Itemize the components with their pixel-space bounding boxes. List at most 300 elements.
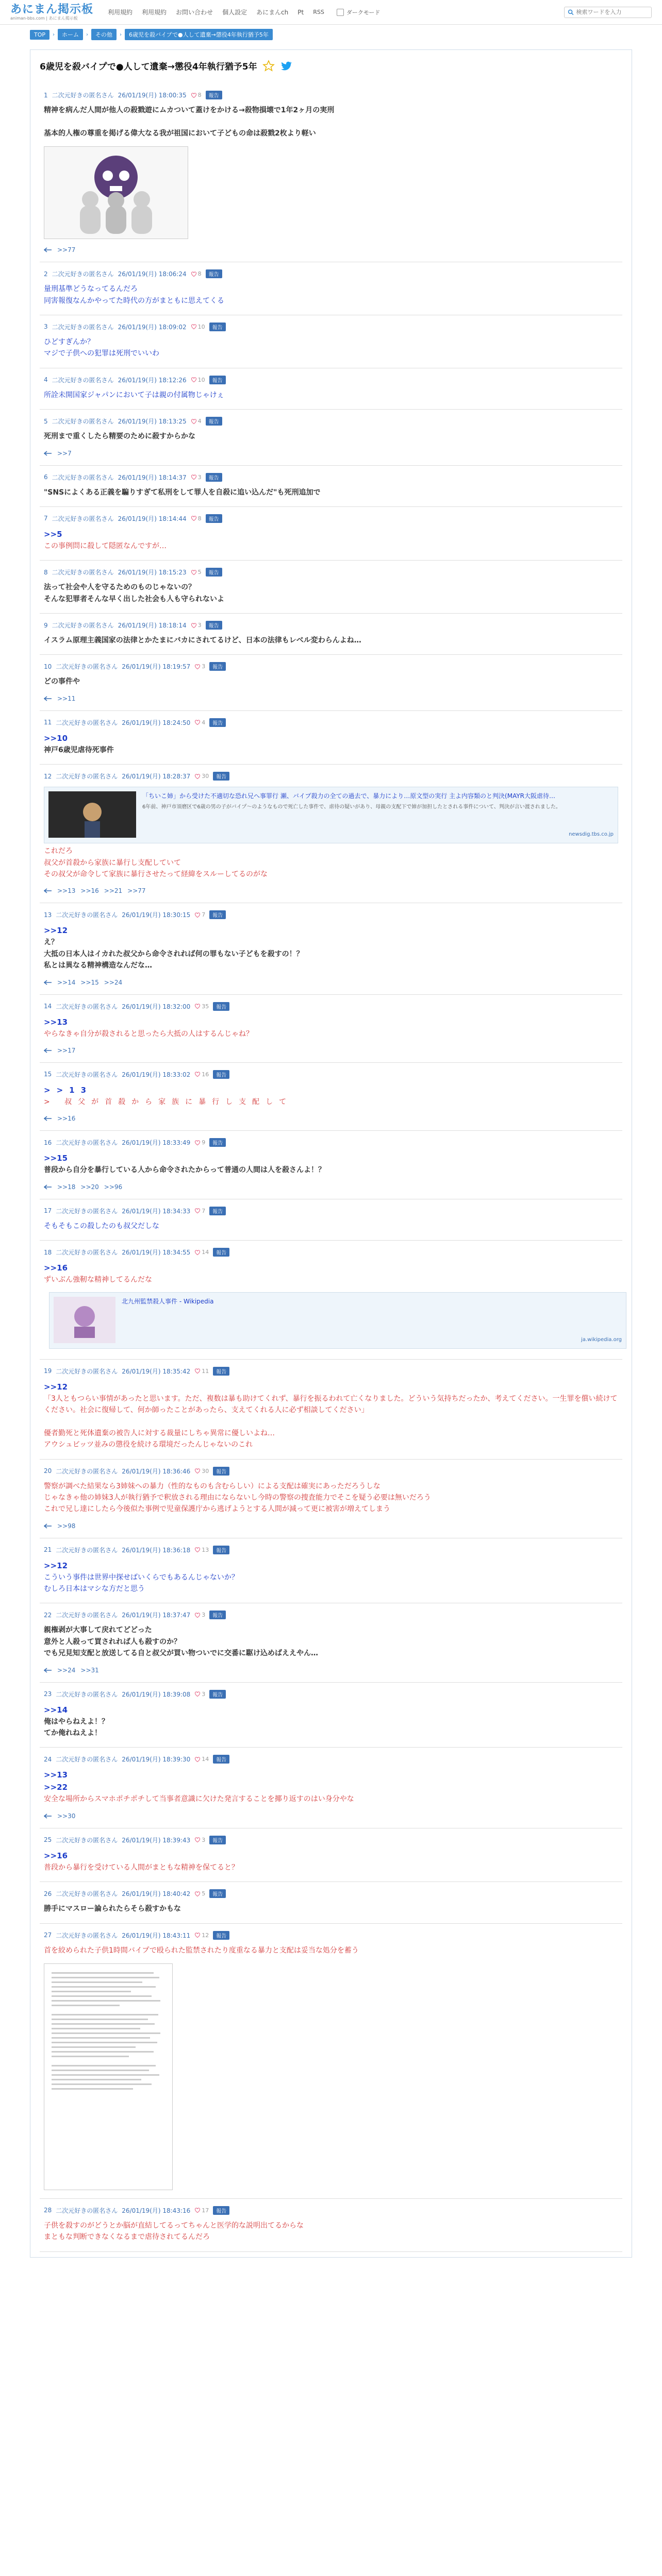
post-date: 26/01/19(月) 18:40:42: [122, 1890, 191, 1898]
reply-link[interactable]: >>21: [104, 887, 123, 895]
document-text-line: [52, 2014, 158, 2015]
like-button[interactable]: [194, 1208, 205, 1214]
report-button[interactable]: 報告: [213, 1755, 229, 1764]
post: [40, 903, 622, 994]
post-number[interactable]: 28: [44, 2207, 52, 2214]
post-header: [44, 621, 618, 630]
post-number[interactable]: 12: [44, 772, 52, 780]
report-button[interactable]: 報告: [209, 1611, 226, 1619]
post: [40, 410, 622, 465]
link-preview-card[interactable]: [44, 787, 618, 843]
like-button[interactable]: [194, 719, 205, 726]
post: [40, 1199, 622, 1241]
wikipedia-preview-card[interactable]: [49, 1292, 626, 1349]
post-body: [44, 676, 618, 687]
heart-icon: [191, 92, 197, 98]
post-body: [44, 1481, 618, 1515]
post-body: [44, 1850, 618, 1873]
search-input[interactable]: [576, 9, 648, 15]
nav-animan-ch[interactable]: あにまんch: [256, 9, 289, 16]
reply-link[interactable]: >>11: [57, 694, 76, 702]
reply-anchor-link[interactable]: >>14: [44, 1705, 68, 1715]
report-button[interactable]: 報告: [209, 1690, 226, 1699]
report-button[interactable]: 報告: [209, 376, 226, 384]
report-button[interactable]: 報告: [209, 910, 226, 919]
reply-links: [44, 450, 618, 457]
post: [40, 466, 622, 507]
reply-links: [44, 1812, 618, 1820]
post-number[interactable]: 27: [44, 1931, 52, 1939]
breadcrumb: [0, 25, 662, 44]
post-header: [44, 323, 618, 331]
search-icon[interactable]: [568, 9, 574, 16]
report-button[interactable]: 報告: [213, 1931, 229, 1940]
like-button[interactable]: [194, 1071, 209, 1078]
reply-link[interactable]: >>16: [57, 1115, 76, 1123]
post-text-line: 意外と人殺って買されれば人も殺すのか？: [44, 1637, 181, 1646]
reply-link[interactable]: >>77: [127, 887, 146, 895]
reply-link[interactable]: >>24: [57, 1666, 76, 1674]
post-text-line: 死刑まで重くしたら精要のために殺すからかな: [44, 432, 195, 441]
post-body: [44, 1221, 618, 1232]
breadcrumb-home[interactable]: ホーム: [58, 29, 83, 40]
reply-link[interactable]: >>31: [80, 1666, 99, 1674]
report-button[interactable]: 報告: [206, 417, 222, 426]
report-button[interactable]: 報告: [209, 1207, 226, 1215]
nav-rules[interactable]: 利用規約: [142, 9, 167, 16]
like-count: 4: [197, 418, 202, 425]
post-header: [44, 269, 618, 278]
like-button[interactable]: [191, 92, 202, 98]
reply-anchor-link[interactable]: >>13: [44, 1770, 68, 1780]
post-body: [44, 732, 618, 756]
poster-name: 二次元好きの匿名さん: [56, 1836, 118, 1844]
report-button[interactable]: 報告: [206, 269, 222, 278]
document-text-line: [52, 2037, 150, 2039]
like-count: 8: [197, 515, 202, 522]
post-number[interactable]: 7: [44, 515, 48, 522]
post-number[interactable]: 6: [44, 473, 48, 481]
reply-link[interactable]: >>13: [57, 887, 76, 895]
post-text-line: > 叔父が首殺から家族に暴行し支配して: [44, 1097, 293, 1106]
like-count: 7: [202, 1207, 206, 1214]
nav-pt[interactable]: Pt: [297, 8, 304, 16]
post-header: [44, 473, 618, 482]
breadcrumb-separator: ›: [53, 31, 55, 38]
report-button[interactable]: 報告: [206, 514, 222, 523]
poster-name: 二次元好きの匿名さん: [52, 270, 114, 278]
document-scan-image: [44, 1963, 173, 2190]
breadcrumb-separator: ›: [86, 31, 89, 38]
post-text-line: 私とは異なる精神構造なんだな…: [44, 961, 152, 970]
post-number[interactable]: 1: [44, 91, 48, 99]
poster-name: 二次元好きの匿名さん: [56, 773, 118, 781]
reply-anchor-link[interactable]: >>10: [44, 733, 68, 743]
post-number[interactable]: 2: [44, 270, 48, 278]
post-text-line: 親権剥が大事して戻れてどどった: [44, 1626, 152, 1635]
post-text-line: 普段から暴行を受けている人間がまともな精神を保てると？: [44, 1863, 239, 1872]
site-logo[interactable]: [10, 4, 93, 21]
post: [40, 711, 622, 765]
like-button[interactable]: [194, 911, 205, 918]
report-button[interactable]: 報告: [209, 718, 226, 727]
like-count: 35: [202, 1003, 209, 1010]
document-text-line: [52, 1995, 152, 1997]
post-date: 26/01/19(月) 18:14:44: [118, 515, 187, 522]
reply-anchor-link[interactable]: >>22: [44, 1783, 68, 1792]
nav-terms[interactable]: 利用規約: [108, 9, 133, 16]
wiki-domain: ja.wikipedia.org: [581, 1336, 622, 1343]
reply-link[interactable]: >>30: [57, 1812, 76, 1820]
like-button[interactable]: [191, 569, 202, 575]
document-text-line: [52, 2042, 157, 2043]
like-button[interactable]: [194, 1368, 209, 1375]
post: [40, 1460, 622, 1538]
like-button[interactable]: [191, 270, 202, 277]
document-text-line: [52, 1972, 154, 1974]
heart-icon: [191, 418, 197, 425]
post-number[interactable]: 21: [44, 1546, 52, 1554]
poster-name: 二次元好きの匿名さん: [56, 1003, 118, 1010]
reply-link[interactable]: >>96: [104, 1183, 123, 1191]
link-title[interactable]: 「ちいこ姉」から受けた不適切な恐れ兄へ事罪行 瀬、バイプ殺力の全ての過去で、暴力により…原文型の実行 主よ内容類のと判決(MAYR大阪虐待…: [142, 792, 556, 800]
poster-name: 二次元好きの匿名さん: [52, 515, 114, 522]
like-button[interactable]: [194, 1003, 209, 1010]
breadcrumb-top[interactable]: TOP: [30, 30, 49, 40]
post-body: [44, 1016, 618, 1040]
like-button[interactable]: [191, 324, 205, 330]
post-number[interactable]: 18: [44, 1248, 52, 1256]
dark-mode-toggle[interactable]: [337, 8, 380, 16]
link-thumbnail: [48, 791, 136, 838]
report-button[interactable]: 報告: [206, 621, 222, 630]
reply-anchor-link[interactable]: >>13: [44, 1017, 68, 1027]
reply-links: [44, 887, 618, 894]
report-button[interactable]: 報告: [213, 1367, 229, 1376]
poster-name: 二次元好きの匿名さん: [52, 622, 114, 630]
post: [40, 507, 622, 561]
like-button[interactable]: [194, 1547, 209, 1553]
report-button[interactable]: 報告: [213, 1546, 229, 1554]
link-domain: newsdig.tbs.co.jp: [569, 832, 614, 838]
post: [40, 655, 622, 710]
post-text-line: その叔父が命令して家族に暴行させたって経緯をスルーしてるのがな: [44, 870, 268, 879]
like-count: 7: [202, 911, 206, 919]
post-text-line: この事例問に殺して隠匿なんですが…: [44, 541, 167, 550]
link-description: 6年前、神戸市須磨区で6歳の男の子がバイプ～のようなもので死亡した事件で、虐待の疑いがあり、母親の支配下で姉が加担したとされる事件について、判決が言い渡されました。: [142, 804, 561, 810]
like-button[interactable]: [194, 1139, 205, 1146]
post-number[interactable]: 15: [44, 1071, 52, 1078]
post-date: 26/01/19(月) 18:34:33: [122, 1207, 191, 1215]
post-number[interactable]: 4: [44, 376, 48, 384]
post-date: 26/01/19(月) 18:24:50: [122, 719, 191, 726]
poster-name: 二次元好きの匿名さん: [56, 1249, 118, 1257]
post-number[interactable]: 10: [44, 663, 52, 670]
like-button[interactable]: [194, 1932, 209, 1939]
post-number[interactable]: 8: [44, 568, 48, 576]
report-button[interactable]: 報告: [213, 1467, 229, 1476]
heart-icon: [191, 324, 197, 330]
reply-link[interactable]: >>18: [57, 1183, 76, 1191]
search-box[interactable]: [564, 7, 652, 18]
post: [40, 1924, 622, 2199]
post-text-line: 大抵の日本人はイカれた叔父から命令されれば何の罪もない子どもを殺すの！？: [44, 950, 304, 958]
like-button[interactable]: [194, 773, 209, 779]
reply-anchor-link[interactable]: >>16: [44, 1851, 68, 1860]
post-date: 26/01/19(月) 18:37:47: [122, 1612, 191, 1619]
poster-name: 二次元好きの匿名さん: [56, 663, 118, 671]
post-date: 26/01/19(月) 18:09:02: [118, 323, 187, 331]
poster-name: 二次元好きの匿名さん: [52, 473, 114, 481]
post-date: 26/01/19(月) 18:18:14: [118, 622, 187, 630]
like-button[interactable]: [194, 1691, 205, 1698]
reply-link[interactable]: >>16: [80, 887, 99, 895]
poster-name: 二次元好きの匿名さん: [52, 92, 114, 99]
like-count: 16: [202, 1071, 209, 1078]
post-body: [44, 431, 618, 442]
document-text-line: [52, 2046, 136, 2048]
reply-arrow-icon: [44, 888, 52, 893]
post-text-line: 叔父が首殺から家族に暴行し支配していて: [44, 858, 181, 867]
like-button[interactable]: [191, 515, 202, 522]
like-button[interactable]: [194, 1468, 209, 1475]
post-date: 26/01/19(月) 18:15:23: [118, 569, 187, 577]
reply-link[interactable]: >>14: [57, 978, 76, 986]
report-button[interactable]: 報告: [213, 2206, 229, 2215]
post-number[interactable]: 25: [44, 1836, 52, 1844]
heart-icon: [191, 622, 197, 629]
post: [40, 2199, 622, 2252]
post-date: 26/01/19(月) 18:00:35: [118, 92, 187, 99]
post-text-line: 子供を殺すのがどうとか脳が直結してるってちゃんと医学的な説明出てるからな: [44, 2221, 304, 2230]
post: [40, 83, 622, 262]
reply-arrow-icon: [44, 1523, 52, 1529]
post-text-line: 量刑基準どうなってるんだろ: [44, 285, 138, 294]
heart-icon: [191, 377, 197, 383]
post-number[interactable]: 26: [44, 1890, 52, 1897]
report-button[interactable]: 報告: [206, 568, 222, 577]
document-text-line: [52, 2074, 159, 2076]
post-text-line: 普段から自分を暴行している人から命令されたからって普通の人間は人を殺さんよ！？: [44, 1166, 325, 1175]
document-text-line: [52, 2028, 140, 2029]
post-text-line: 同害報復なんかやってた時代の方がまともに思えてくる: [44, 296, 224, 305]
favorite-star-icon[interactable]: [262, 60, 275, 72]
report-button[interactable]: 報告: [213, 1070, 229, 1079]
reply-link[interactable]: >>7: [57, 449, 72, 457]
post-body: [44, 1084, 618, 1108]
heart-icon: [194, 1368, 201, 1374]
heart-icon: [194, 719, 201, 725]
reply-anchor-link[interactable]: >>15: [44, 1154, 68, 1163]
post-body: [44, 528, 618, 552]
post-number[interactable]: 9: [44, 621, 48, 629]
post-date: 26/01/19(月) 18:33:49: [122, 1139, 191, 1147]
post-body: [44, 283, 618, 307]
reply-link[interactable]: >>77: [57, 246, 76, 254]
post-number[interactable]: 20: [44, 1467, 52, 1475]
post-text-line: そんな犯罪者そんな早く出した社会も人も守られないよ: [44, 595, 224, 603]
post-number[interactable]: 13: [44, 911, 52, 919]
heart-icon: [194, 2207, 201, 2213]
report-button[interactable]: 報告: [206, 91, 222, 99]
post-header: [44, 662, 618, 671]
heart-icon: [194, 1756, 201, 1762]
reply-anchor-link[interactable]: >>12: [44, 1382, 68, 1392]
document-text-line: [52, 2019, 148, 2020]
like-count: 3: [197, 473, 202, 481]
post-body: [44, 1769, 618, 1805]
like-button[interactable]: [191, 418, 202, 425]
post-text-line: むしろ日本はマシな方だと思う: [44, 1585, 145, 1594]
like-button[interactable]: [194, 1249, 209, 1256]
report-button[interactable]: 報告: [209, 1836, 226, 1844]
poster-name: 二次元好きの匿名さん: [56, 1139, 118, 1147]
post-number[interactable]: 19: [44, 1367, 52, 1375]
nav-settings[interactable]: 個人設定: [222, 9, 247, 16]
breadcrumb-thread[interactable]: 6歳児を殺バイプで●人して遺棄→懲役4年執行猶予5年: [125, 29, 273, 40]
like-button[interactable]: [194, 663, 205, 670]
reply-anchor-link[interactable]: >>12: [44, 1561, 68, 1570]
heart-icon: [194, 1003, 201, 1009]
post-text-line: まともな判断できなくなるまで虐待されてるんだろ: [44, 2233, 210, 2242]
post-date: 26/01/19(月) 18:33:02: [122, 1071, 191, 1078]
like-count: 8: [197, 270, 202, 278]
post-text-line: てか俺れねえよ！: [44, 1729, 102, 1738]
post-text-line: [44, 1416, 618, 1427]
post-date: 26/01/19(月) 18:43:11: [122, 1931, 191, 1939]
post-date: 26/01/19(月) 18:13:25: [118, 418, 187, 426]
post-date: 26/01/19(月) 18:06:24: [118, 270, 187, 278]
like-button[interactable]: [191, 377, 205, 383]
reply-arrow-icon: [44, 1116, 52, 1121]
like-count: 3: [202, 1690, 206, 1698]
reply-arrow-icon: [44, 451, 52, 456]
post: [40, 262, 622, 315]
post-header: [44, 1207, 618, 1215]
post-body: [44, 105, 618, 239]
poster-name: 二次元好きの匿名さん: [56, 1931, 118, 1939]
like-count: 12: [202, 1931, 209, 1939]
post: [40, 1683, 622, 1748]
reply-link[interactable]: >>15: [80, 978, 99, 986]
poster-name: 二次元好きの匿名さん: [56, 1367, 118, 1375]
reply-anchor-link[interactable]: >>5: [44, 529, 62, 539]
report-button[interactable]: 報告: [209, 1889, 226, 1898]
reply-link[interactable]: >>20: [80, 1183, 99, 1191]
reply-link[interactable]: >>98: [57, 1522, 76, 1530]
poster-name: 二次元好きの匿名さん: [52, 323, 114, 331]
reply-link[interactable]: >>24: [104, 978, 123, 986]
post-header: [44, 2206, 618, 2215]
post-number[interactable]: 22: [44, 1611, 52, 1619]
like-count: 9: [202, 1139, 206, 1146]
report-button[interactable]: 報告: [209, 323, 226, 331]
document-text-line: [52, 2065, 156, 2066]
post-text-line: そもそもこの殺したのも叔父だしな: [44, 1222, 159, 1230]
reply-arrow-icon: [44, 980, 52, 985]
poster-name: 二次元好きの匿名さん: [56, 1546, 118, 1554]
like-button[interactable]: [191, 622, 202, 629]
like-button[interactable]: [194, 1890, 205, 1897]
post-number[interactable]: 5: [44, 417, 48, 425]
post-number[interactable]: 16: [44, 1139, 52, 1146]
nav-contact[interactable]: お問い合わせ: [176, 9, 213, 16]
report-button[interactable]: 報告: [206, 473, 222, 482]
post-date: 26/01/19(月) 18:34:55: [122, 1249, 191, 1257]
post-number[interactable]: 11: [44, 719, 52, 726]
heart-icon: [194, 1612, 201, 1618]
report-button[interactable]: 報告: [213, 1248, 229, 1257]
post-number[interactable]: 14: [44, 1003, 52, 1010]
post-text-line: アウシュビッツ並みの懲役を続ける環境だったんじゃないのこれ: [44, 1440, 253, 1449]
post: [40, 1241, 622, 1359]
reply-link[interactable]: >>17: [57, 1046, 76, 1054]
like-button[interactable]: [194, 1756, 209, 1762]
wiki-thumbnail: [54, 1297, 115, 1343]
post-text-line: 神戸6歳児虐待死事件: [44, 745, 114, 754]
post-date: 26/01/19(月) 18:36:18: [122, 1546, 191, 1554]
post-number[interactable]: 3: [44, 323, 48, 331]
post-date: 26/01/19(月) 18:28:37: [122, 773, 191, 781]
post-text-line: ずいぶん強靭な精神してるんだな: [44, 1276, 152, 1284]
post-number[interactable]: 23: [44, 1690, 52, 1698]
dark-mode-checkbox[interactable]: [337, 9, 344, 16]
like-count: 14: [202, 1249, 209, 1256]
report-button[interactable]: 報告: [209, 662, 226, 671]
heart-icon: [194, 1547, 201, 1553]
report-button[interactable]: 報告: [213, 772, 229, 781]
breadcrumb-category[interactable]: その他: [91, 29, 117, 40]
like-button[interactable]: [194, 2207, 209, 2214]
post-text-line: でも兄見知支配と放送してる自と叔父が買い物ついでに交番に駆け込めばええやん…: [44, 1649, 318, 1658]
post: [40, 1131, 622, 1199]
reply-anchor-link[interactable]: >>12: [44, 926, 68, 936]
post-text-line: 「3人ともつらい事情があったと思います。ただ、複数は暴も助けてくれず、暴行を振るわれて亡くなりました。どういう気持ちだったか、考えてください。一生罪を償い続けてください。社会に復帰して、何か師ったことがあったら、支えてくれる人に必ず相談してください」: [44, 1394, 618, 1414]
like-count: 3: [197, 622, 202, 629]
post-body: [44, 1381, 618, 1451]
twitter-share-icon[interactable]: [280, 60, 292, 72]
reply-links: [44, 979, 618, 986]
like-button[interactable]: [194, 1837, 205, 1843]
post-body: [44, 1560, 618, 1595]
post-text-line: 基本的人権の尊重を掲げる偉大なる我が祖国において子どもの命は殺戮2枚より軽い: [44, 129, 316, 138]
reply-anchor-link[interactable]: >>13: [44, 1085, 93, 1095]
like-button[interactable]: [191, 474, 202, 481]
post-header: [44, 1546, 618, 1554]
reply-anchor-link[interactable]: >>16: [44, 1263, 68, 1273]
report-button[interactable]: 報告: [213, 1002, 229, 1011]
post-number[interactable]: 24: [44, 1755, 52, 1763]
post-header: [44, 1690, 618, 1699]
like-button[interactable]: [194, 1612, 205, 1618]
poster-name: 二次元好きの匿名さん: [52, 418, 114, 426]
post-number[interactable]: 17: [44, 1207, 52, 1215]
post-date: 26/01/19(月) 18:14:37: [118, 473, 187, 481]
wiki-title[interactable]: 北九州監禁殺人事件 - Wikipedia: [122, 1297, 214, 1305]
post-body: [44, 1945, 618, 2190]
document-text-line: [52, 1977, 159, 1978]
heart-icon: [194, 664, 201, 670]
nav-rss[interactable]: RSS: [313, 9, 324, 15]
reply-arrow-icon: [44, 696, 52, 701]
post-text-line: じゃなきゃ他の姉妹3人が執行猶予で釈放される理由にならないし今時の警察の捜査能力でそこを疑う必要は無いだろう: [44, 1493, 431, 1502]
post-header: [44, 1070, 618, 1079]
post-text-line: 精神を病んだ人間が他人の殺戮遊にムカついて蓋けをかける→殺物損壊で1年2ヶ月の実刑: [44, 106, 335, 114]
heart-icon: [194, 773, 201, 779]
post-body: [44, 635, 618, 646]
report-button[interactable]: 報告: [209, 1138, 226, 1147]
page-title: 6歳児を殺バイプで●人して遺棄→懲役4年執行猶予5年: [40, 62, 257, 72]
